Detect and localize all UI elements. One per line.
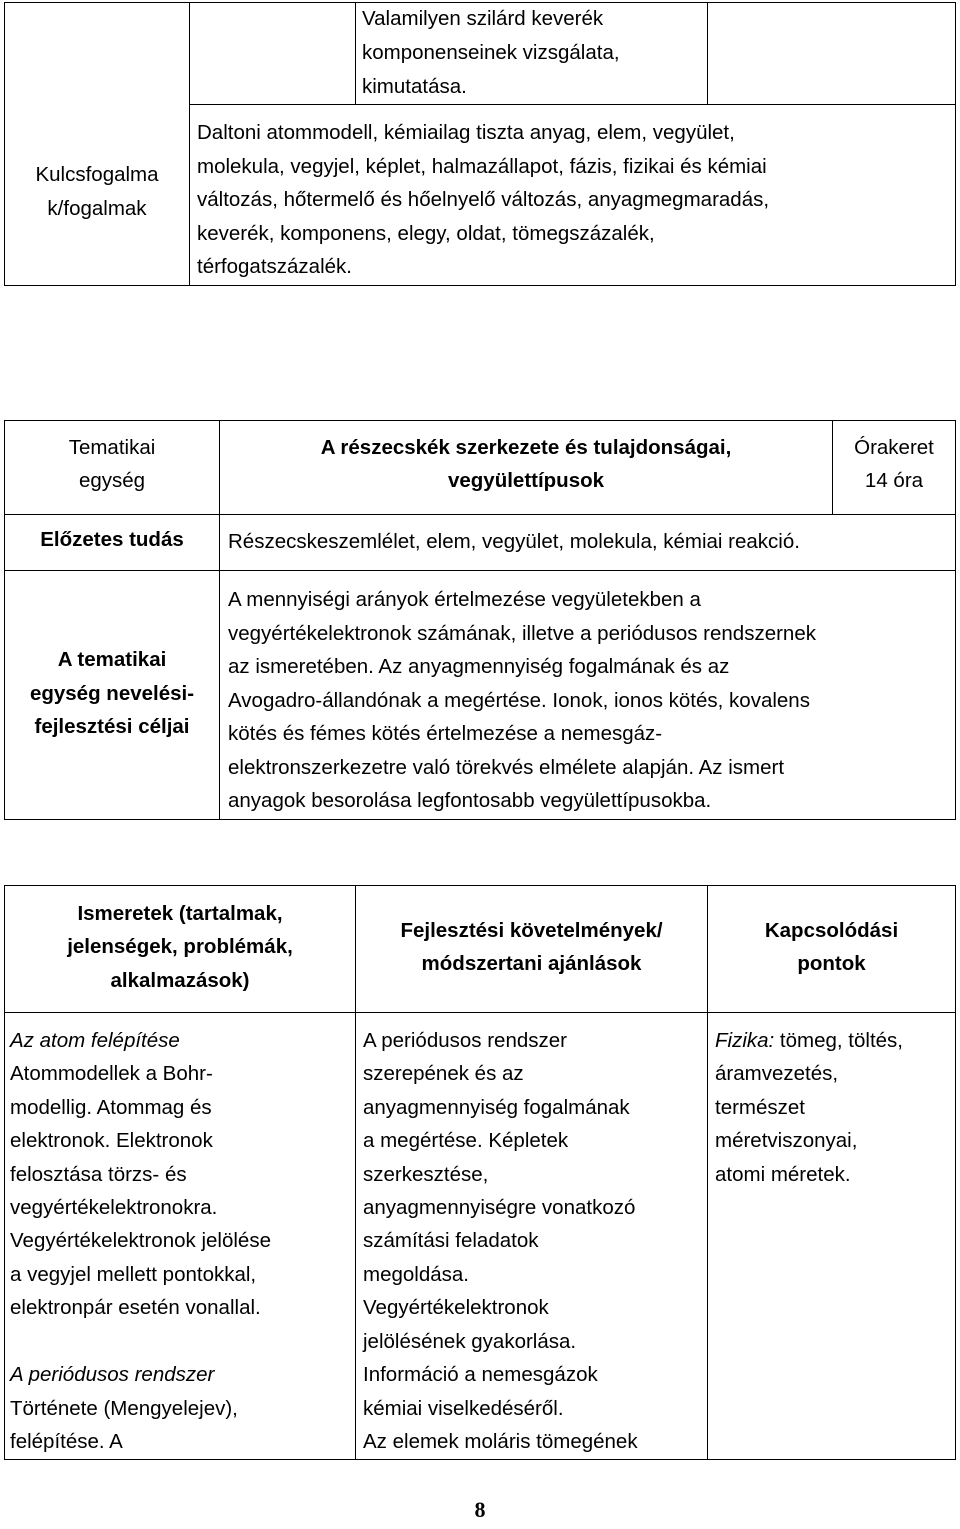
prior-knowledge-text: Részecskeszemlélet, elem, vegyület, molekula, kémiai reakció. (228, 530, 800, 553)
requirements-line: a megértése. Képletek (363, 1129, 569, 1152)
requirements-line: Az elemek moláris tömegének (363, 1430, 638, 1453)
top-table-goal-right-border (707, 2, 708, 105)
top-table-goal-left-border (355, 2, 356, 105)
title-line: A részecskék szerkezete és tulajdonságai, (320, 436, 732, 459)
requirements-line: anyagmennyiségre vonatkozó (363, 1196, 636, 1219)
header-line: pontok (797, 952, 866, 975)
requirements-line: szerkesztése, (363, 1163, 489, 1186)
unit-table-row2-divider (4, 570, 956, 571)
knowledge-line: felosztása törzs- és (10, 1163, 187, 1186)
requirements-line: kémiai viselkedéséről. (363, 1397, 564, 1420)
knowledge-line: a vegyjel mellett pontokkal, (10, 1263, 257, 1286)
prior-knowledge-label: Előzetes tudás (40, 528, 184, 551)
section-heading: Az atom felépítése (10, 1029, 180, 1052)
header-line: Kapcsolódási (764, 919, 899, 942)
connections-line: atomi méretek. (715, 1163, 851, 1186)
top-table-col-divider (189, 2, 190, 286)
title-line: vegyülettípusok (447, 469, 605, 492)
requirements-line: jelölésének gyakorlása. (363, 1330, 577, 1353)
goal-line: kimutatása. (362, 75, 467, 98)
knowledge-line: elektronpár esetén vonallal. (10, 1296, 261, 1319)
knowledge-line: Története (Mengyelejev), (10, 1397, 238, 1420)
concepts-line: változás, hőtermelő és hőelnyelő változás, anyagmegmaradás, (197, 188, 770, 211)
label-line: Kulcsfogalma (35, 163, 159, 186)
unit-table-row1-divider (4, 514, 956, 515)
goal-line: Valamilyen szilárd keverék (362, 7, 604, 30)
label-line: egység (78, 469, 146, 492)
top-table-row-divider (189, 104, 956, 105)
label-line: egység nevelési- (29, 682, 195, 705)
hours-label: Órakeret (854, 436, 934, 459)
goals-line: anyagok besorolása legfontosabb vegyülettípusokba. (228, 789, 712, 812)
requirements-line: megoldása. (363, 1263, 469, 1286)
connections-line (715, 1024, 903, 1058)
concepts-line: molekula, vegyjel, képlet, halmazállapot, fázis, fizikai és kémiai (197, 155, 767, 178)
concepts-line: keverék, komponens, elegy, oldat, tömegszázalék, (197, 222, 655, 245)
connections-line: áramvezetés, (715, 1062, 839, 1085)
knowledge-line: felépítése. A (10, 1430, 123, 1453)
goals-line: kötés és fémes kötés értelmezése a nemesgáz- (228, 722, 663, 745)
goal-line: komponenseinek vizsgálata, (362, 41, 620, 64)
label-line: k/fogalmak (47, 197, 147, 220)
knowledge-line: Vegyértékelektronok jelölése (10, 1229, 271, 1252)
label-line: Tematikai (68, 436, 156, 459)
knowledge-line: modellig. Atommag és (10, 1096, 212, 1119)
header-line: Ismeretek (tartalmak, (77, 902, 283, 925)
header-line: Fejlesztési követelmények/ (400, 919, 663, 942)
header-line: módszertani ajánlások (421, 952, 642, 975)
label-line: fejlesztési céljai (34, 715, 190, 738)
connections-line: természet (715, 1096, 805, 1119)
requirements-line: szerepének és az (363, 1062, 524, 1085)
label-line: A tematikai (57, 648, 167, 671)
hours-value: 14 óra (864, 469, 924, 492)
header-line: jelenségek, problémák, (67, 935, 293, 958)
goals-line: az ismeretében. Az anyagmennyiség fogalmának és az (228, 655, 730, 678)
concepts-line: térfogatszázalék. (197, 255, 352, 278)
requirements-line: számítási feladatok (363, 1229, 539, 1252)
requirements-line: Információ a nemesgázok (363, 1363, 598, 1386)
knowledge-line: elektronok. Elektronok (10, 1129, 213, 1152)
subject-name: Fizika: (715, 1029, 775, 1052)
goals-line: elektronszerkezetre való törekvés elmélete alapján. Az ismert (228, 756, 785, 779)
section-heading: A periódusos rendszer (10, 1363, 215, 1386)
requirements-line: anyagmennyiség fogalmának (363, 1096, 630, 1119)
content-table-header-divider (4, 1012, 956, 1013)
connections-line: méretviszonyai, (715, 1129, 858, 1152)
header-line: alkalmazások) (110, 969, 250, 992)
page-number: 8 (474, 1497, 486, 1522)
knowledge-line: Atommodellek a Bohr- (10, 1062, 213, 1085)
requirements-line: Vegyértékelektronok (363, 1296, 549, 1319)
requirements-line: A periódusos rendszer (363, 1029, 567, 1052)
goals-line: vegyértékelektronok számának, illetve a periódusos rendszernek (228, 622, 816, 645)
concepts-line: Daltoni atommodell, kémiailag tiszta anyag, elem, vegyület, (197, 121, 735, 144)
goals-line: Avogadro-állandónak a megértése. Ionok, ionos kötés, kovalens (228, 689, 810, 712)
knowledge-line: vegyértékelektronokra. (10, 1196, 218, 1219)
goals-line: A mennyiségi arányok értelmezése vegyületekben a (228, 588, 701, 611)
connections-text: tömeg, töltés, (774, 1029, 903, 1052)
